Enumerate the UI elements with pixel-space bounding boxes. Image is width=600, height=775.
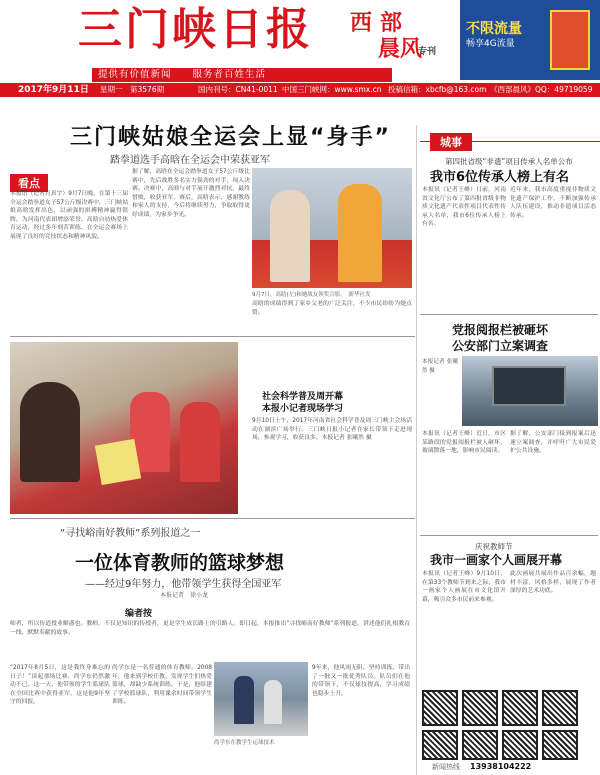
kandian-label: 看点 — [10, 172, 48, 192]
sidebar-header — [420, 133, 600, 149]
lead-article-col2: 据了解，高晗在全运会踏拳道女子57公斤级比赛中，先后战胜多名实力强劲的对手，闯入决赛。决赛中，高晗与对手展开激烈对抗，最终惜败，收获亚军。赛后，高晗表示，感谢教练和家人的支持，今后将继续努力，争取取得更好成绩，为家乡争光。 — [132, 169, 250, 218]
xibu-chenfeng-logo — [350, 6, 440, 62]
qr-code-5[interactable] — [422, 730, 458, 760]
issue-date: 2017年9月11日 — [18, 85, 89, 95]
ad-product-image — [550, 10, 590, 70]
qr-code-6[interactable] — [462, 730, 498, 760]
issue-weekday: 星期一 第3576期 — [100, 85, 165, 94]
mid-article-col1: “2017年8月5日，这是我终身难忘的日子！”谈起那场比赛，尚学东仍然激动不已。这一天，他带领的学生篮球队在全国比赛中获得亚军，这是他9年坚守的回报。 — [10, 665, 110, 705]
player-figure-1 — [234, 676, 254, 724]
side-headline-3: 我市一画家个人画展开幕 — [430, 553, 563, 567]
xibu-tag: 专刊 — [418, 47, 437, 57]
side-photo-2 — [462, 356, 598, 426]
player-figure-2 — [264, 680, 282, 724]
qr-code-1[interactable] — [422, 690, 458, 726]
side-pretitle-3: 庆祝教师节 — [475, 542, 513, 551]
side-article-3-col2: 此次画展共展出作品百余幅，题材丰富，风格多样，展现了作者深厚的艺术功底。 — [510, 571, 596, 594]
reading-board — [492, 366, 566, 406]
mid-headline: 一位体育教师的篮球梦想 — [75, 552, 285, 574]
divider-3 — [420, 314, 598, 315]
side-article-3-col1: 本报讯（记者王峰）9月10日，在第33个教师节到来之际，我市一画家个人画展在市文化馆开幕，吸引众多市民前来参观。 — [422, 571, 506, 603]
lead-photo — [252, 168, 412, 288]
sidebar-section-label: 城事 — [430, 133, 472, 151]
lead-subhead: 踏拳道选手高晗在全运会中荣获亚军 — [110, 155, 270, 166]
editor-note: 师者，所以传道授业解惑也。教师，不仅是知识的传授者，更是学生成长路上的引路人。即日起，本报推出“寻找峪南好教师”系列报道，讲述他们扎根教育一线、默默奉献的故事。 — [10, 621, 410, 636]
qr-code-3[interactable] — [502, 690, 538, 726]
side-article-2-col2: 据了解，公安部门接到报案后迅速立案调查，并呼吁广大市民爱护公共设施。 — [510, 431, 596, 454]
side-pretitle-1: 第四批省级“非遗”项目传承人名单公布 — [445, 157, 573, 166]
mid-article-col3: 9年来，他风雨无阻，坚持训练，带出了一批又一批优秀队员。队员们在他的带领下，不仅球技提高，学习成绩也稳步上升。 — [312, 665, 410, 697]
shehui-title-1: 社会科学普及周开幕 — [262, 392, 344, 402]
lead-article-col3: 高晗的成绩得到了家乡父老的广泛关注，不少市民纷纷为她点赞。 — [252, 301, 412, 316]
lead-photo-caption: 9月7日，高晗(左)和她战友领奖合影。 新华社发 — [252, 292, 371, 298]
divider-1 — [10, 336, 415, 337]
issue-web: 中国三门峡网：www.smx.cn — [282, 85, 382, 94]
footer-news-label: 新闻热线 — [432, 763, 460, 771]
qr-code-7[interactable] — [502, 730, 538, 760]
athlete-figure-right — [338, 184, 382, 282]
side-headline-2-line1: 党报阅报栏被砸坏 — [452, 323, 549, 337]
side-article-1-col1: 本报讯（记者王峰）日前，河南省文化厅公布了第四批省级非物质文化遗产代表性项目代表性传承人名单，我市6位传承人榜上有名。 — [422, 187, 506, 227]
mid-photo — [214, 662, 308, 736]
athlete-figure-left — [270, 190, 310, 282]
mid-subhead: ——经过9年努力，他带领学生获得全国亚军 — [85, 579, 282, 590]
footer-hotline: 13938104222 — [470, 762, 532, 771]
masthead-title: 三门峡日报 — [78, 4, 313, 55]
yellow-paper — [95, 439, 141, 485]
ad-line-1: 不限流量 — [466, 21, 522, 37]
shehui-body: 9月10日上午，2017年河南省社会科学普及周三门峡主会场活动在湖滨广场举行。三门峡日报小记者在家长带领下走进现场，参观学习，收获良多。本报记者 张曦然 摄 — [252, 418, 412, 441]
xibu-char-2: 部 — [380, 10, 403, 36]
side-article-1-col2: 近年来，我市高度重视非物质文化遗产保护工作，不断加强传承人队伍建设，推动非遗项目活态传承。 — [510, 187, 596, 219]
divider-2 — [10, 518, 415, 519]
mid-photo-caption: 尚学东在教学生运球技术 — [214, 740, 275, 746]
ad-line-2: 畅享4G流量 — [466, 39, 515, 49]
mid-byline: 本报记者 徐小龙 — [160, 592, 209, 599]
side-headline-1: 我市6位传承人榜上有名 — [430, 170, 570, 185]
mid-article-col2: 尚学东是一名普通的体育教师。2008年，他来到学校任教，发现学生们热爱篮球，却缺少系统训练。于是，他组建了学校篮球队，利用课余时间带领学生训练。 — [112, 665, 212, 705]
xibu-char-1: 西 — [350, 10, 373, 36]
side-article-2-col1: 本报讯（记者王峰）近日，市区某路段的党报阅报栏被人砸坏，玻璃散落一地，影响市民阅读。 — [422, 431, 506, 454]
issue-cn: 国内刊号：CN41-0011 — [198, 85, 278, 94]
lead-headline: 三门峡姑娘全运会上显“身手” — [70, 125, 391, 150]
side-headline-2-line2: 公安部门立案调查 — [452, 339, 549, 353]
side-headline-2 — [452, 322, 548, 354]
qr-code-2[interactable] — [462, 690, 498, 726]
woman-figure — [20, 382, 80, 482]
event-photo — [10, 342, 238, 514]
xibu-char-3: 晨风 — [378, 36, 423, 62]
qr-code-8[interactable] — [542, 730, 578, 760]
lead-article-col1: 本报讯（记者肖真宇）9月7日晚，在第十三届全运会踏拳道女子57公斤级决赛中，三门峡姑娘高晗发挥出色，以顽强的拼搏精神赢得银牌，为河南代表团增添荣誉。高晗自幼热爱体育运动，经过多年刻苦训练，在全运会赛场上展现了良好的竞技状态和精神风貌。 — [10, 191, 128, 240]
mid-pretitle: “寻找峪南好教师”系列报道之一 — [60, 528, 201, 539]
sidebar-divider — [416, 125, 417, 775]
info-bar — [0, 83, 600, 97]
qr-code-4[interactable] — [542, 690, 578, 726]
shehui-title-2: 本报小记者现场学习 — [262, 404, 344, 414]
divider-4 — [420, 535, 598, 536]
child-figure-2 — [180, 402, 220, 482]
top-right-ad[interactable] — [460, 0, 600, 80]
shehui-box — [242, 389, 412, 469]
masthead-slogan: 提供有价值新闻 服务者百姓生活 — [92, 68, 392, 82]
issue-email: 投稿信箱：xbcfb@163.com — [388, 85, 487, 94]
mid-section-label: 编者按 — [125, 609, 153, 619]
issue-phone: 《西部晨风》QQ：49719059 — [490, 85, 593, 94]
side-photo-byline: 本报记者 张曦然 摄 — [422, 359, 458, 374]
